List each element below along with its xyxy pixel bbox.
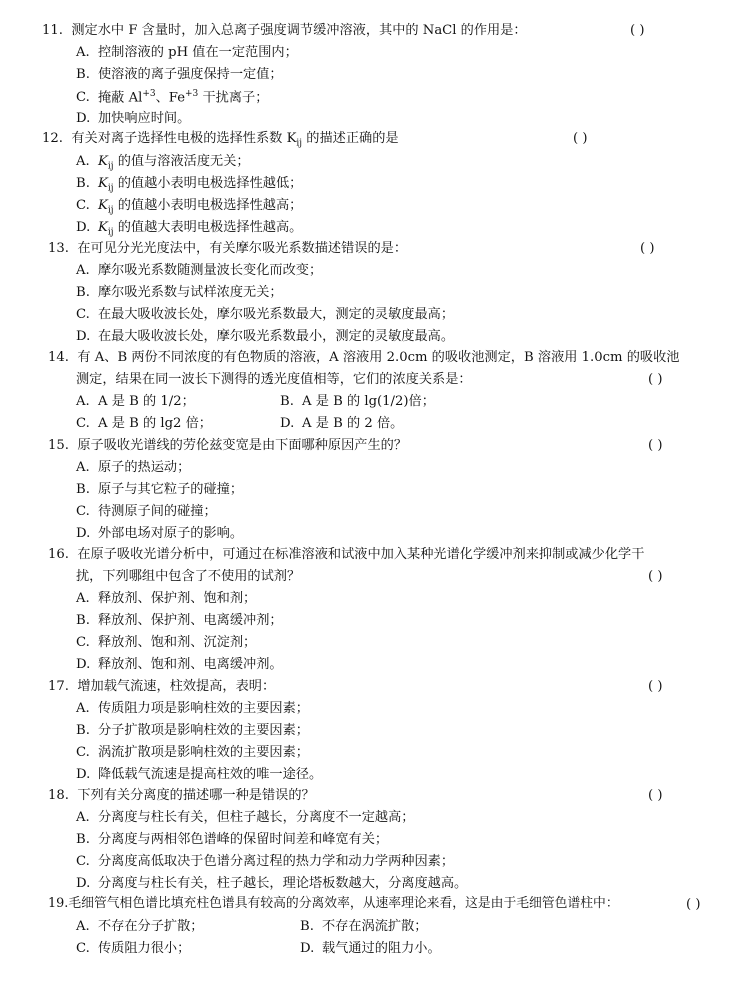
question-number: 14. [48,350,69,365]
option-d: D. 加快响应时间。 [76,111,191,126]
answer-bracket[interactable]: ( ) [648,372,663,387]
option-d: D. 载气通过的阻力小。 [300,941,441,956]
question-11-stem: 11. 测定水中 F 含量时，加入总离子强度调节缓冲溶液，其中的 NaCl 的作用是： [42,23,527,38]
option-d: D. $K_{ij}$ 的值越大表明电极选择性越高。 [76,220,303,238]
option-b: B. 不存在涡流扩散； [300,919,428,934]
question-14-stem-line2: 测定，结果在同一波长下测得的透光度值相等，它们的浓度关系是： [76,372,472,387]
option-d: D. 释放剂、饱和剂、电离缓冲剂。 [76,657,283,672]
option-d: D. A 是 B 的 2 倍。 [280,416,404,431]
option-b: B. 原子与其它粒子的碰撞； [76,482,244,497]
option-c: C. 掩蔽 $Al^{+3}$、$Fe^{+3}$ 干扰离子； [76,89,269,106]
option-a: A. 不存在分子扩散； [76,919,204,934]
option-b: B. 分子扩散项是影响柱效的主要因素； [76,723,309,738]
option-c: C. 在最大吸收波长处，摩尔吸光系数最大，测定的灵敏度最高； [76,307,455,322]
option-a: A. 控制溶液的 pH 值在一定范围内； [76,45,298,60]
question-14-stem-line1: 14. 有 A、B 两份不同浓度的有色物质的溶液，A 溶液用 2.0cm 的吸收池测定，B 溶液用 1.0cm 的吸收池 [48,350,680,365]
question-18-stem: 18. 下列有关分离度的描述哪一种是错误的？ [48,788,315,803]
option-c: C. 分离度高低取决于色谱分离过程的热力学和动力学两种因素； [76,854,455,869]
question-19-stem: 19.毛细管气相色谱比填充柱色谱具有较高的分离效率，从速率理论来看，这是由于毛细管色谱柱中： [48,896,619,911]
answer-bracket[interactable]: ( ) [573,131,588,146]
option-d: D. 在最大吸收波长处，摩尔吸光系数最小，测定的灵敏度最高。 [76,329,455,344]
question-16-stem-line2: 扰，下列哪组中包含了不使用的试剂？ [76,569,301,584]
option-a: A. 分离度与柱长有关，但柱子越长，分离度不一定越高； [76,810,415,825]
option-b: B. A 是 B 的 lg(1/2)倍； [280,394,435,409]
option-a: A. 摩尔吸光系数随测量波长变化而改变； [76,263,323,278]
question-number: 19. [48,896,69,911]
option-a: A. 释放剂、保护剂、饱和剂； [76,591,257,606]
option-c: C. $K_{ij}$ 的值越小表明电极选择性越高； [76,198,303,216]
answer-bracket[interactable]: ( ) [630,23,645,38]
option-c: C. A 是 B 的 lg2 倍； [76,416,212,431]
question-number: 11. [42,23,63,38]
option-b: B. 使溶液的离子强度保持一定值； [76,67,283,82]
answer-bracket[interactable]: ( ) [686,897,701,912]
question-16-stem-line1: 16. 在原子吸收光谱分析中，可通过在标准溶液和试液中加入某种光谱化学缓冲剂来抑制或减少化学干 [48,547,645,562]
option-c: C. 传质阻力很小； [76,941,191,956]
option-b: B. 分离度与两相邻色谱峰的保留时间差和峰宽有关； [76,832,389,847]
question-15-stem: 15. 原子吸收光谱线的劳伦兹变宽是由下面哪种原因产生的？ [48,438,408,453]
question-number: 17. [48,679,69,694]
question-17-stem: 17. 增加载气流速，柱效提高，表明： [48,679,276,694]
answer-bracket[interactable]: ( ) [648,438,663,453]
question-number: 15. [48,438,69,453]
option-c: C. 待测原子间的碰撞； [76,504,217,519]
option-a: A. $K_{ij}$ 的值与溶液活度无关； [76,154,250,172]
answer-bracket[interactable]: ( ) [648,679,663,694]
option-b: B. $K_{ij}$ 的值越小表明电极选择性越低； [76,176,303,194]
option-c: C. 涡流扩散项是影响柱效的主要因素； [76,745,309,760]
question-number: 18. [48,788,69,803]
question-number: 16. [48,547,69,562]
question-number: 13. [48,241,69,256]
option-b: B. 摩尔吸光系数与试样浓度无关； [76,285,283,300]
option-c: C. 释放剂、饱和剂、沉淀剂； [76,635,257,650]
question-12-stem: 12. 有关对离子选择性电极的选择性系数 $K_{ij}$ 的描述正确的是 [42,131,399,149]
option-d: D. 分离度与柱长有关，柱子越长，理论塔板数越大，分离度越高。 [76,876,468,891]
option-d: D. 外部电场对原子的影响。 [76,526,244,541]
option-d: D. 降低载气流速是提高柱效的唯一途径。 [76,767,323,782]
question-13-stem: 13. 在可见分光光度法中，有关摩尔吸光系数描述错误的是： [48,241,408,256]
option-a: A. A 是 B 的 1/2； [76,394,195,409]
option-a: A. 传质阻力项是影响柱效的主要因素； [76,701,309,716]
option-a: A. 原子的热运动； [76,460,191,475]
option-b: B. 释放剂、保护剂、电离缓冲剂； [76,613,283,628]
answer-bracket[interactable]: ( ) [648,569,663,584]
answer-bracket[interactable]: ( ) [648,788,663,803]
question-number: 12. [42,131,63,146]
answer-bracket[interactable]: ( ) [640,241,655,256]
